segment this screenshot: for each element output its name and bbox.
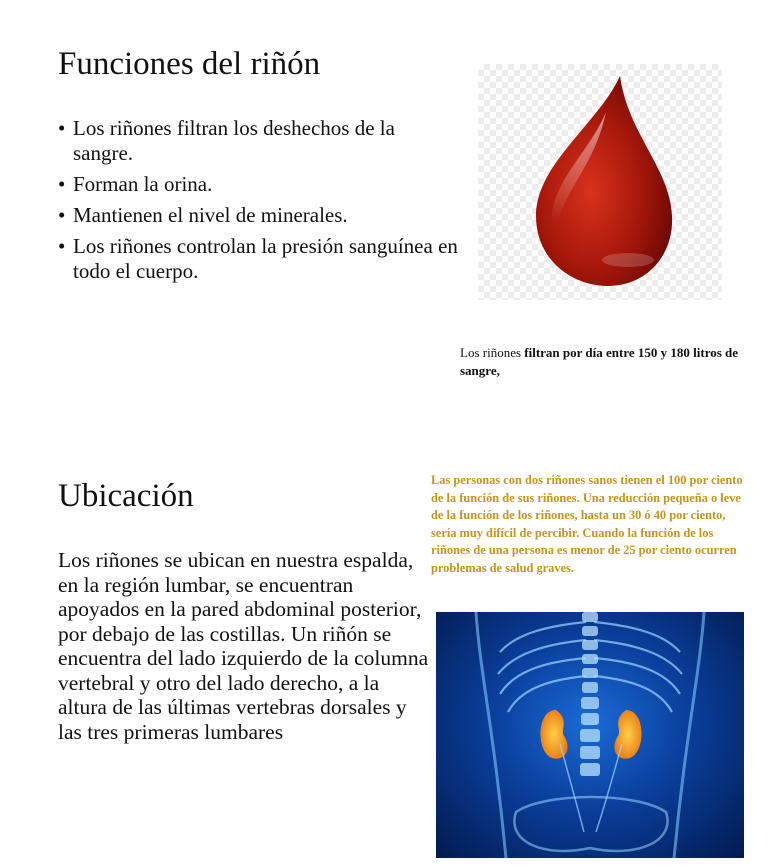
bullet-text: Los riñones controlan la presión sanguínea en todo el cuerpo. <box>73 234 458 283</box>
caption-bold: filtran por día entre 150 y 180 litros de sangre, <box>460 345 739 378</box>
bullet-icon: • <box>58 234 66 258</box>
kidney-anatomy-illustration <box>436 612 744 858</box>
bullet-icon: • <box>58 203 66 227</box>
bullet-text: Mantienen el nivel de minerales. <box>73 203 348 227</box>
section-title-location: Ubicación <box>58 478 194 514</box>
kidney-function-note: Las personas con dos riñones sanos tienen el 100 por ciento de la función de sus riñones. Una reducción pequeña o leve de la función de los riñones, hasta un 30 ó 40 por ciento, sería muy difícil de percibir. Cuando la función de los riñones de una persona es menor de 25 por ciento ocurren problemas de salud graves. <box>431 473 743 575</box>
section-title-functions: Funciones del riñón <box>58 46 321 82</box>
kidney-anatomy-image <box>436 612 744 858</box>
caption-prefix: Los riñones <box>460 345 525 360</box>
list-item <box>58 116 458 166</box>
filtration-caption <box>460 344 750 380</box>
location-paragraph: Los riñones se ubican en nuestra espalda, en la región lumbar, se encuentran apoyados en la pared abdominal posterior, por debajo de las costillas. Un riñón se encuentra del lado izquierdo de la columna vertebral y otro del lado derecho, a la altura de las últimas vertebras dorsales y las tres primeras lumbares <box>58 548 429 744</box>
list-item <box>58 172 458 197</box>
blood-drop-image <box>478 64 722 300</box>
bullet-icon: • <box>58 116 66 140</box>
bullet-text: Forman la orina. <box>73 172 213 196</box>
blood-drop-icon <box>478 64 722 300</box>
list-item <box>58 203 458 228</box>
bullet-text: Los riñones filtran los deshechos de la sangre. <box>73 116 395 165</box>
bullet-icon: • <box>58 172 66 196</box>
functions-list <box>58 116 458 290</box>
list-item <box>58 234 458 284</box>
